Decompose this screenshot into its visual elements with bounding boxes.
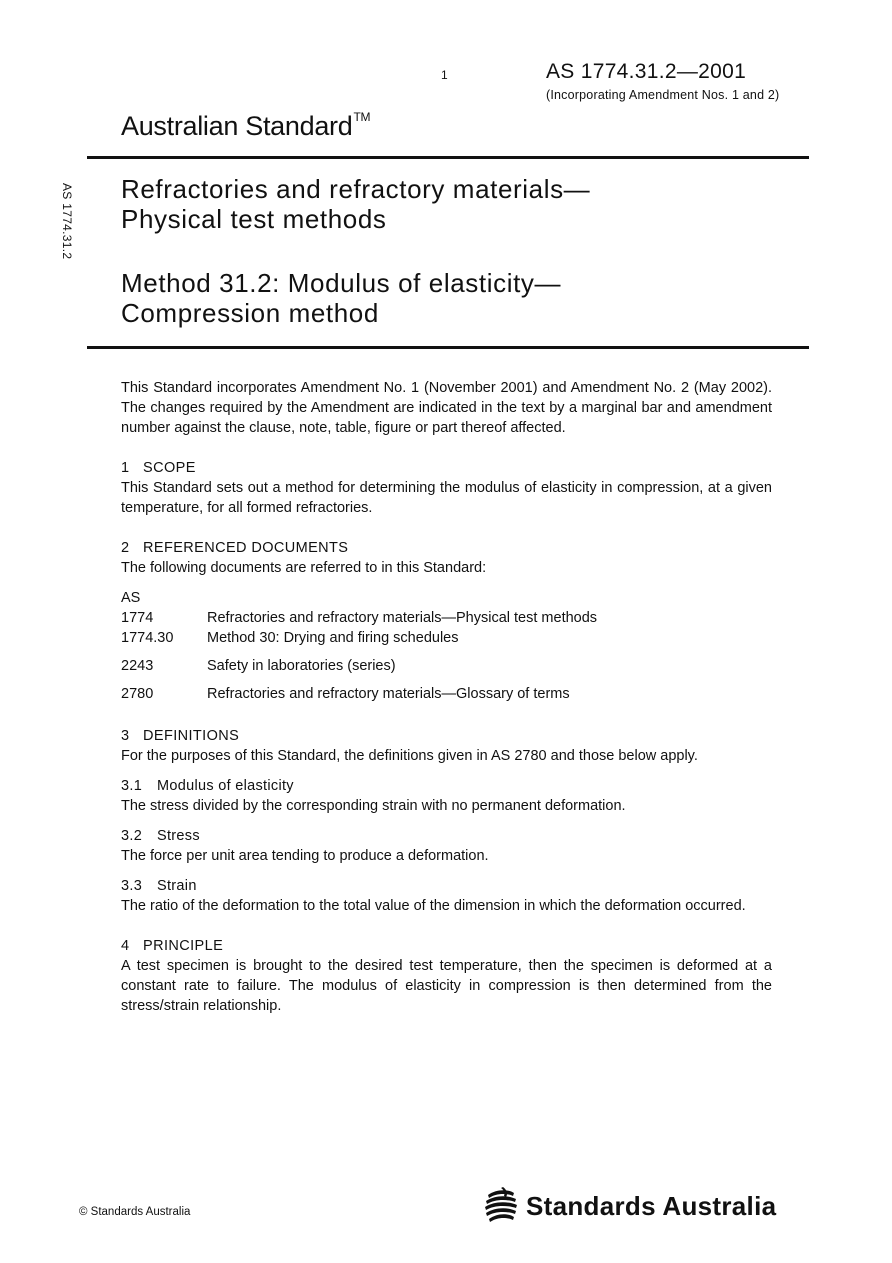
section-heading-principle: 4 PRINCIPLE <box>121 938 224 954</box>
title-line-1: Refractories and refractory materials— <box>121 174 591 204</box>
references-prefix: AS <box>121 590 141 606</box>
reference-item: 2243 Safety in laboratories (series) <box>121 658 396 674</box>
standards-australia-logo <box>484 1187 776 1225</box>
side-label: AS 1774.31.2 <box>60 183 74 260</box>
copyright-notice: © Standards Australia <box>79 1206 191 1218</box>
document-title <box>121 174 590 328</box>
standards-australia-emblem-icon <box>484 1187 518 1225</box>
logo-text: Standards Australia <box>526 1190 777 1221</box>
document-body <box>121 378 772 1016</box>
references-intro: The following documents are referred to in this Standard: <box>121 560 487 576</box>
document-number: AS 1774.31.2—2001 <box>546 60 747 83</box>
top-rule <box>87 156 809 159</box>
reference-item: 1774 Refractories and refractory materials—Physical test methods <box>121 610 598 626</box>
scope-paragraph: This Standard sets out a method for determining the modulus of elasticity in compression, at a given temperature, for all formed refractories. <box>121 480 772 516</box>
brand-title <box>121 110 370 142</box>
definition-text-strain: The ratio of the deformation to the total value of the dimension in which the deformation occurred. <box>121 898 746 914</box>
definition-heading-strain: 3.3 Strain <box>121 878 197 894</box>
intro-paragraph: This Standard incorporates Amendment No. 1 (November 2001) and Amendment No. 2 (May 2002). The changes required by the Amendment are indicated in the text by a marginal bar and amendment number against the clause, note, table, figure or part thereof affected. <box>121 380 772 436</box>
definitions-intro: For the purposes of this Standard, the definitions given in AS 2780 and those below apply. <box>121 748 698 764</box>
amendment-note: (Incorporating Amendment Nos. 1 and 2) <box>546 88 780 102</box>
brand-title-text: Australian Standard <box>121 111 353 141</box>
title-line-4: Compression method <box>121 298 379 328</box>
title-line-3: Method 31.2: Modulus of elasticity— <box>121 268 562 298</box>
section-heading-scope: 1 SCOPE <box>121 460 196 476</box>
title-line-2: Physical test methods <box>121 204 387 234</box>
definition-heading-stress: 3.2 Stress <box>121 828 200 844</box>
definition-heading-modulus: 3.1 Modulus of elasticity <box>121 778 294 794</box>
principle-paragraph: A test specimen is brought to the desired test temperature, then the specimen is deformed at a constant rate to failure. The modulus of elasticity in compression is then determined from the stress/strain relationship. <box>121 958 772 1014</box>
trademark-mark: TM <box>353 110 371 124</box>
section-heading-definitions: 3 DEFINITIONS <box>121 728 240 744</box>
section-heading-referenced-documents: 2 REFERENCED DOCUMENTS <box>121 540 349 556</box>
definition-text-modulus: The stress divided by the corresponding strain with no permanent deformation. <box>121 798 626 814</box>
page-number: 1 <box>441 68 448 82</box>
reference-item: 2780 Refractories and refractory materials—Glossary of terms <box>121 686 570 702</box>
reference-item: 1774.30 Method 30: Drying and firing schedules <box>121 630 459 646</box>
definition-text-stress: The force per unit area tending to produce a deformation. <box>121 848 489 864</box>
bottom-rule <box>87 346 809 349</box>
